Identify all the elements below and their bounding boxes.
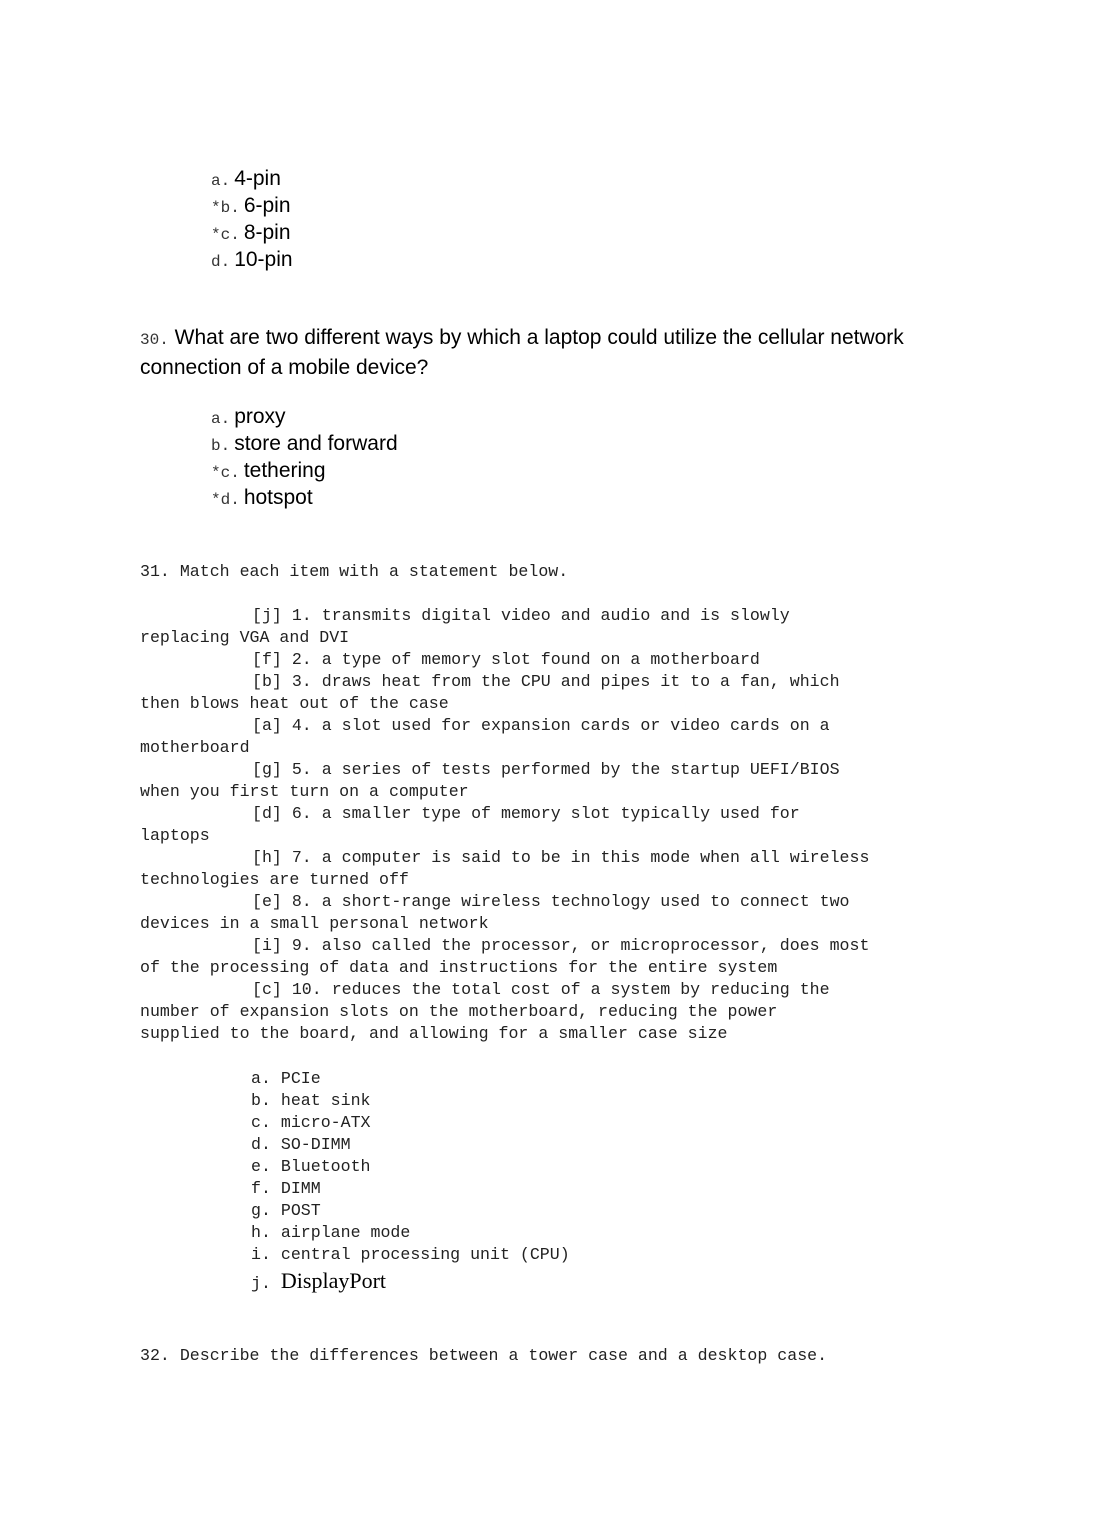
q29-choices xyxy=(211,165,293,273)
q31-option-f: f. DIMM xyxy=(251,1179,321,1198)
q31-statement: [a] 4. a slot used for expansion cards or video cards on a motherboard xyxy=(140,716,830,757)
q30-number: 30. xyxy=(140,331,169,349)
q31-statement: [j] 1. transmits digital video and audio and is slowly replacing VGA and DVI xyxy=(140,606,790,647)
q30-choice-a: a. proxy xyxy=(211,405,286,428)
q31-option-d: d. SO-DIMM xyxy=(251,1135,351,1154)
q31-statement: [f] 2. a type of memory slot found on a motherboard xyxy=(252,650,760,669)
q29-choice-d: d. 10-pin xyxy=(211,248,293,271)
q31-statements xyxy=(140,605,990,1045)
q31-option-c: c. micro-ATX xyxy=(251,1113,371,1132)
q31-option-a: a. PCIe xyxy=(251,1069,321,1088)
q29-choice-a: a. 4-pin xyxy=(211,167,281,190)
q30-choice-d: *d. hotspot xyxy=(211,486,313,509)
q30-question xyxy=(140,324,980,381)
q30-choice-b: b. store and forward xyxy=(211,432,398,455)
q31-option-h: h. airplane mode xyxy=(251,1223,411,1242)
q30-choice-c: *c. tethering xyxy=(211,459,326,482)
q31-statement: [e] 8. a short-range wireless technology used to connect two devices in a small personal network xyxy=(140,892,850,933)
q31-statement: [d] 6. a smaller type of memory slot typically used for laptops xyxy=(140,804,800,845)
q31-statement: [h] 7. a computer is said to be in this mode when all wireless technologies are turned off xyxy=(140,848,870,889)
q31-statement: [b] 3. draws heat from the CPU and pipes it to a fan, which then blows heat out of the case xyxy=(140,672,840,713)
q31-option-j: j. DisplayPort xyxy=(251,1268,387,1293)
q31-statement: [i] 9. also called the processor, or microprocessor, does most of the processing of data and instructions for the entire system xyxy=(140,936,870,977)
q31-options xyxy=(251,1068,570,1296)
q31-option-i: i. central processing unit (CPU) xyxy=(251,1245,570,1264)
q31-statement: [g] 5. a series of tests performed by the startup UEFI/BIOS when you first turn on a computer xyxy=(140,760,840,801)
q31-option-e: e. Bluetooth xyxy=(251,1157,371,1176)
q31-statement: [c] 10. reduces the total cost of a system by reducing the number of expansion slots on the motherboard, reducing the power supplied to the board, and allowing for a smaller case size xyxy=(140,980,830,1043)
q32-heading: 32. Describe the differences between a tower case and a desktop case. xyxy=(140,1346,828,1365)
q29-choice-b: *b. 6-pin xyxy=(211,194,291,217)
q30-choices xyxy=(211,403,398,511)
q31-heading: 31. Match each item with a statement below. xyxy=(140,562,569,581)
q30-question-text: What are two different ways by which a laptop could utilize the cellular network connection of a mobile device? xyxy=(140,326,904,379)
q31-option-g: g. POST xyxy=(251,1201,321,1220)
q29-choice-c: *c. 8-pin xyxy=(211,221,291,244)
q31-option-b: b. heat sink xyxy=(251,1091,371,1110)
